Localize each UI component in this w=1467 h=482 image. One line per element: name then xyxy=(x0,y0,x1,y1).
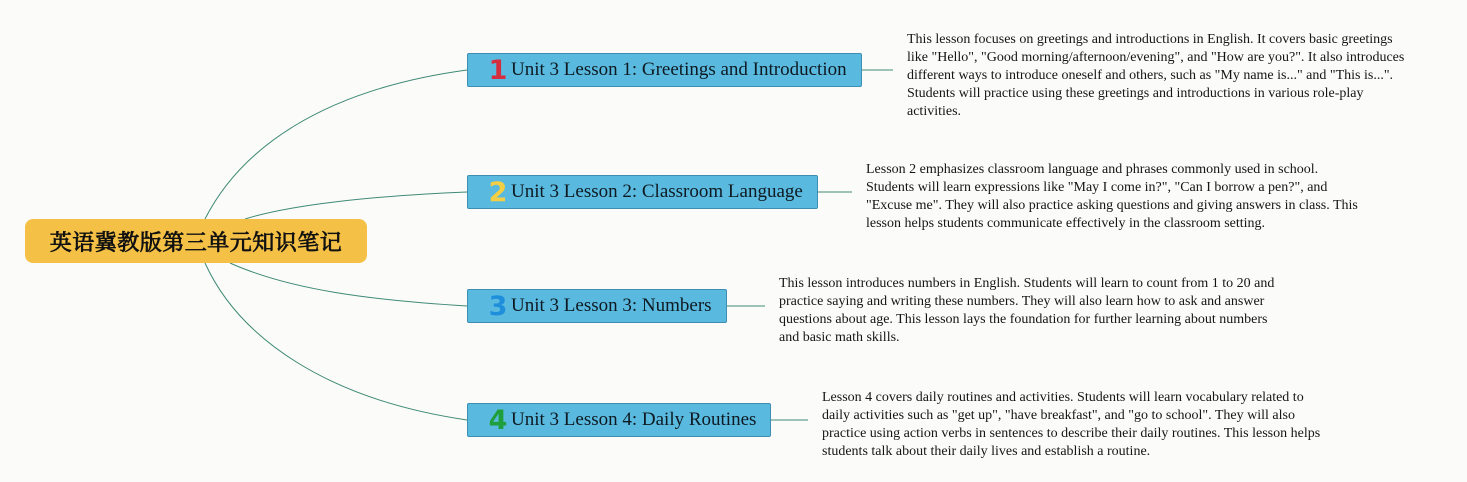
lesson-4-node[interactable] xyxy=(467,403,771,437)
connector-root-lesson-1 xyxy=(205,70,467,219)
lesson-1-node[interactable] xyxy=(467,53,862,87)
lesson-3-title: Unit 3 Lesson 3: Numbers xyxy=(511,295,712,316)
lesson-4-title: Unit 3 Lesson 4: Daily Routines xyxy=(511,409,757,430)
lesson-1-title: Unit 3 Lesson 1: Greetings and Introduction xyxy=(511,59,847,80)
connector-root-lesson-4 xyxy=(205,263,467,420)
lesson-2-description: Lesson 2 emphasizes classroom language and phrases commonly used in school. Students will learn expressions like "May I come in?", "Can I borrow a pen?", and "Excuse me". They will also practice asking questions and giving answers in class. This lesson helps students communicate effectively in the classroom setting. xyxy=(866,162,1358,231)
root-title: 英语冀教版第三单元知识笔记 xyxy=(49,230,343,256)
number-3-icon: 3 xyxy=(488,290,508,322)
root-topic[interactable] xyxy=(25,219,367,263)
connector-root-lesson-3 xyxy=(230,263,467,306)
lesson-3-node[interactable] xyxy=(467,289,727,323)
lesson-4-description: Lesson 4 covers daily routines and activities. Students will learn vocabulary related to daily activities such as "get up", "have breakfast", and "go to school". They will also practice using action verbs in sentences to describe their daily routines. This lesson helps students talk about their daily lives and establish a routine. xyxy=(822,390,1321,459)
connector-root-lesson-2 xyxy=(245,192,467,219)
lesson-3-description: This lesson introduces numbers in English. Students will learn to count from 1 to 20 and practice saying and writing these numbers. They will also learn how to ask and answer questions about age. This lesson lays the foundation for further learning about numbers and basic math skills. xyxy=(779,276,1275,345)
lesson-2-node[interactable] xyxy=(467,175,818,209)
lesson-1-description: This lesson focuses on greetings and introductions in English. It covers basic greetings like "Hello", "Good morning/afternoon/evening", and "How are you?". It also introduces different ways to introduce oneself and others, such as "My name is..." and "This is...". Students will practice using these greetings and introductions in various role-play activities. xyxy=(907,32,1405,119)
number-1-icon: 1 xyxy=(488,54,508,86)
number-2-icon: 2 xyxy=(488,176,508,208)
lesson-2-title: Unit 3 Lesson 2: Classroom Language xyxy=(511,181,803,202)
number-4-icon: 4 xyxy=(488,404,508,436)
